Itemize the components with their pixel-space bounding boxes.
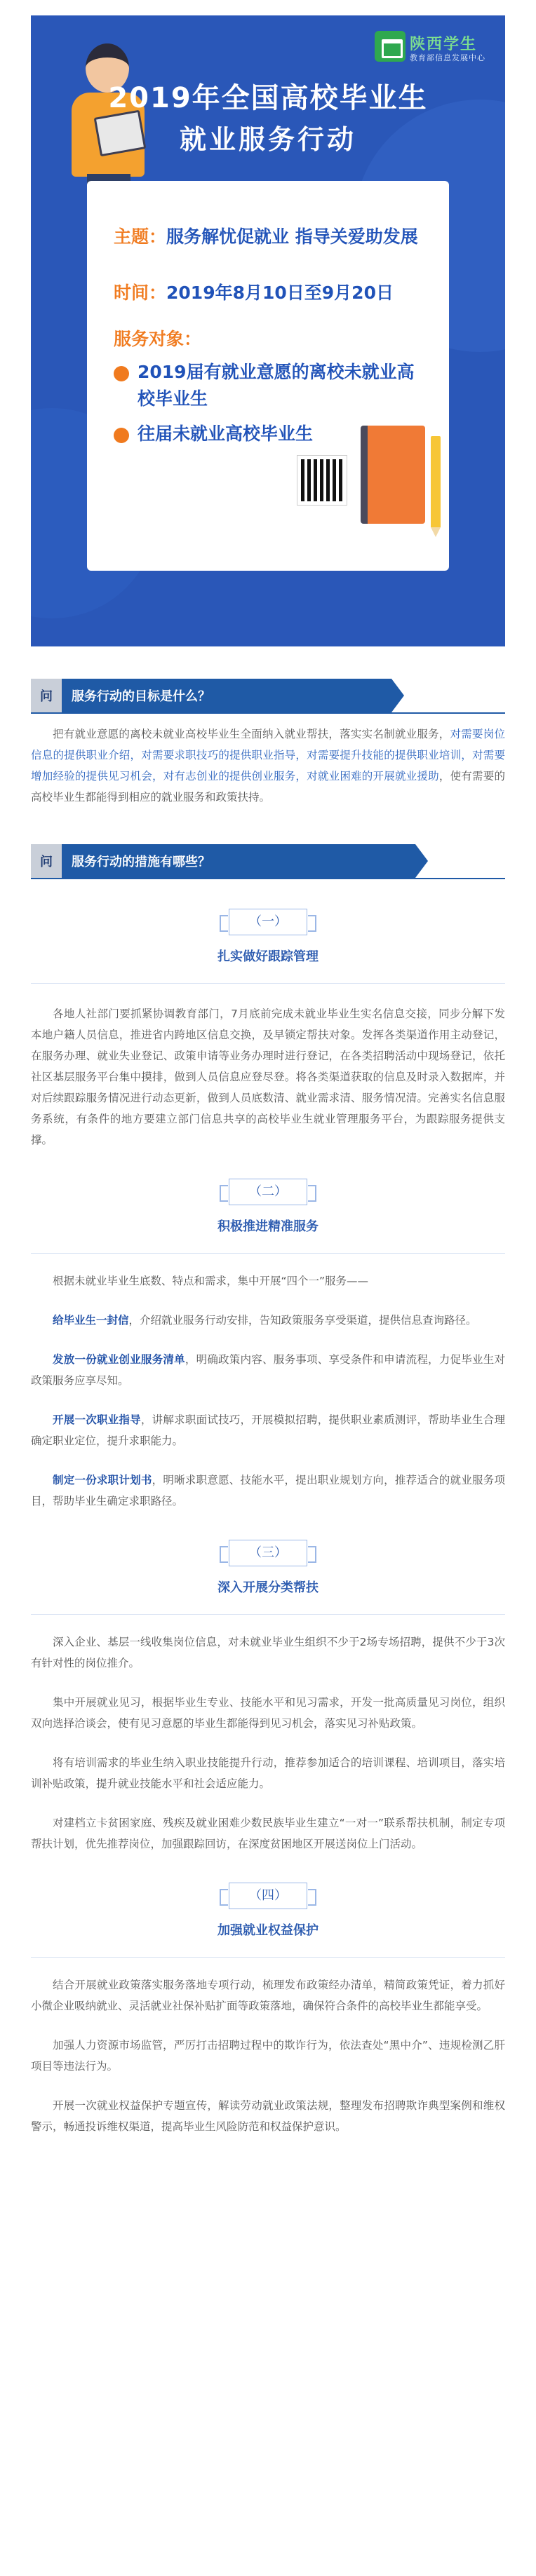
logo-subtitle: 教育部信息发展中心 (410, 53, 485, 62)
time-label: 时间： (114, 283, 167, 303)
divider (31, 1253, 505, 1254)
measure-block-1 (31, 909, 505, 1151)
divider (31, 1957, 505, 1958)
section-paragraph: 各地人社部门要抓紧协调教育部门，7月底前完成未就业毕业生实名信息交接，同步分解下发本地户籍人员信息，推进省内跨地区信息交换，及早锁定帮扶对象。发挥各类渠道作用主动登记，在服务办理、就业失业登记、政策申请等业务办理时进行登记，在各类招聘活动中现场登记，依托社区基层服务平台集中摸排，做到人员信息应登尽登。将各类渠道获取的信息及时录入数据库，并对后续跟踪服务情况进行动态更新，做到人员底数清、就业需求清、服务情况清。完善实名信息服务系统，有条件的地方要建立部门信息共享的高校毕业生就业管理服务平台，为跟踪服务提供支撑。 (31, 1008, 505, 1146)
section-paragraph: 集中开展就业见习，根据毕业生专业、技能水平和见习需求，开发一批高质量见习岗位，组织双向选择洽谈会，使有见习意愿的毕业生都能得到见习机会，落实见习补贴政策。 (31, 1696, 505, 1730)
time-row (114, 279, 428, 307)
target-item: 2019届有就业意愿的离校未就业高校毕业生 (114, 359, 428, 412)
theme-value: 服务解忧促就业 指导关爱助发展 (166, 226, 418, 247)
pencil-icon (431, 436, 441, 527)
section-title: 加强就业权益保护 (217, 1923, 319, 1938)
section-title: 积极推进精准服务 (217, 1219, 319, 1234)
question-section-goal (31, 679, 505, 808)
qr-code-icon (297, 456, 347, 505)
service-item: 发放一份就业创业服务清单，明确政策内容、服务事项、享受条件和申请流程，力促毕业生对政策服务应享尽知。 (31, 1353, 505, 1387)
divider (31, 1614, 505, 1615)
publisher-logo (375, 31, 487, 67)
target-item: 往届未就业高校毕业生 (114, 421, 428, 447)
question-mark-label: 问 (31, 679, 62, 712)
logo-name: 陕西学生 (410, 36, 478, 53)
divider (31, 983, 505, 984)
logo-emblem-icon (375, 31, 406, 62)
section-paragraph: 对建档立卡贫困家庭、残疾及就业困难少数民族毕业生建立“一对一”联系帮扶机制，制定专项帮扶计划，优先推荐岗位，加强跟踪回访，在深度贫困地区开展送岗位上门活动。 (31, 1817, 505, 1850)
poster-banner (31, 15, 505, 646)
question-header (31, 679, 505, 712)
theme-label: 主题： (114, 226, 167, 247)
measure-block-2 (31, 1179, 505, 1512)
divider (31, 712, 505, 714)
time-value: 2019年8月10日至9月20日 (166, 283, 394, 303)
question-header (31, 844, 505, 878)
service-item: 给毕业生一封信，介绍就业服务行动安排，告知政策服务享受渠道，提供信息查询路径。 (53, 1314, 477, 1327)
measure-block-3 (31, 1540, 505, 1855)
divider (31, 878, 505, 879)
arrow-decor-icon (391, 679, 404, 712)
question-title: 服务行动的目标是什么？ (62, 679, 391, 712)
theme-row (114, 223, 428, 251)
question-title: 服务行动的措施有哪些？ (62, 844, 415, 878)
section-number: （四） (229, 1883, 307, 1909)
section-paragraph: 将有培训需求的毕业生纳入职业技能提升行动，推荐参加适合的培训课程、培训项目，落实培训补贴政策，提升就业技能水平和社会适应能力。 (31, 1756, 505, 1790)
service-item: 开展一次职业指导，讲解求职面试技巧，开展模拟招聘，提供职业素质测评，帮助毕业生合理确定职业定位，提升求职能力。 (31, 1414, 505, 1447)
bullet-dot-icon (114, 428, 129, 443)
section-paragraph: 开展一次就业权益保护专题宣传，解读劳动就业政策法规，整理发布招聘欺诈典型案例和维权警示，畅通投诉维权渠道，提高毕业生风险防范和权益保护意识。 (31, 2099, 505, 2133)
bullet-dot-icon (114, 366, 129, 381)
arrow-decor-icon (415, 844, 428, 878)
notebook-icon (361, 426, 425, 524)
section-paragraph: 深入企业、基层一线收集岗位信息，对未就业毕业生组织不少于2场专场招聘，提供不少于3次有针对性的岗位推介。 (31, 1636, 505, 1669)
section-number: （一） (229, 909, 307, 935)
target-label: 服务对象： (114, 329, 202, 349)
measure-block-4 (31, 1883, 505, 2137)
goal-paragraph: 把有就业意愿的离校未就业高校毕业生全面纳入就业帮扶，落实实名制就业服务，对需要岗位信息的提供职业介绍，对需要求职技巧的提供职业指导，对需要提升技能的提供职业培训，对需要增加经验的提供见习机会，对有志创业的提供创业服务，对就业困难的开展就业援助，使有需要的高校毕业生都能得到相应的就业服务和政策扶持。 (31, 728, 505, 804)
section-title: 扎实做好跟踪管理 (217, 949, 319, 964)
section-intro: 根据未就业毕业生底数、特点和需求，集中开展“四个一”服务—— (53, 1275, 369, 1287)
question-mark-label: 问 (31, 844, 62, 878)
question-section-measures (31, 844, 505, 2137)
section-title: 深入开展分类帮扶 (217, 1580, 319, 1595)
section-number: （二） (229, 1179, 307, 1205)
poster-title-line1: 2019年全国高校毕业生 (108, 82, 428, 114)
section-number: （三） (229, 1540, 307, 1566)
poster-title-line2: 就业服务行动 (179, 124, 356, 155)
section-paragraph: 结合开展就业政策落实服务落地专项行动，梳理发布政策经办清单，精简政策凭证，着力抓好小微企业吸纳就业、灵活就业社保补贴扩面等政策落地，确保符合条件的高校毕业生都能享受。 (31, 1979, 505, 2012)
service-item: 制定一份求职计划书，明晰求职意愿、技能水平，提出职业规划方向，推荐适合的就业服务项目，帮助毕业生确定求职路径。 (31, 1474, 505, 1507)
section-paragraph: 加强人力资源市场监管，严厉打击招聘过程中的欺诈行为，依法查处“黑中介”、违规检测乙肝项目等违法行为。 (31, 2039, 505, 2073)
